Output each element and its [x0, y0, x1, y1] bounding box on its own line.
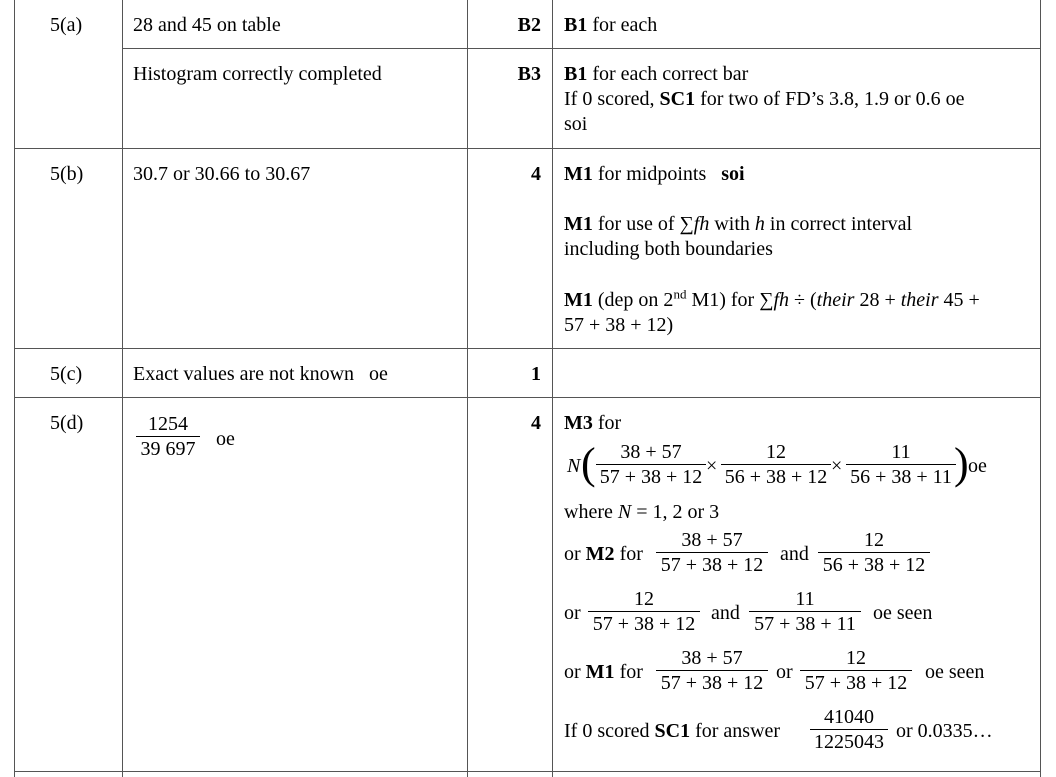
fraction-numerator: 12	[846, 647, 866, 669]
guidance-line: soi	[564, 113, 588, 135]
guidance-text: where	[564, 501, 618, 523]
left-parenthesis: (	[581, 439, 596, 488]
guidance-text: fh	[693, 213, 710, 235]
fraction-bar	[800, 670, 912, 671]
fraction-numerator: 12	[634, 588, 654, 610]
marks-value: B2	[517, 14, 541, 36]
expression-fraction	[656, 529, 768, 576]
guidance-text: for each correct bar	[587, 63, 749, 85]
question-number: 5(d)	[50, 412, 84, 434]
guidance-line	[564, 87, 965, 112]
guidance-text: or 0.0335…	[896, 720, 993, 742]
marks-value: B3	[517, 63, 541, 85]
question-number: 5(a)	[50, 14, 83, 36]
guidance-line	[564, 411, 621, 436]
guidance-text: for	[614, 543, 643, 565]
fraction-denominator: 57 + 38 + 12	[660, 554, 764, 576]
mark-code: B1	[564, 63, 588, 85]
answer-fraction	[810, 706, 888, 753]
fraction-denominator: 39 697	[140, 438, 196, 460]
fraction-denominator: 56 + 38 + 12	[822, 554, 926, 576]
fraction-numerator: 12	[864, 529, 884, 551]
fraction-numerator: 38 + 57	[681, 647, 743, 669]
guidance-text: 45 +	[938, 289, 980, 311]
guidance-text: or	[564, 661, 586, 683]
guidance-text: N	[617, 501, 632, 523]
column-divider	[1040, 0, 1041, 777]
fraction-numerator: 41040	[824, 706, 874, 728]
answer-fraction	[136, 413, 200, 460]
fraction-denominator: 57 + 38 + 12	[804, 672, 908, 694]
guidance-text: oe	[968, 455, 987, 477]
guidance-text: = 1, 2 or 3	[631, 501, 720, 523]
guidance-text: oe seen	[925, 661, 985, 683]
guidance-line	[564, 660, 643, 685]
marks-value: 4	[531, 412, 541, 434]
mark-code: SC1	[659, 88, 696, 110]
answer-text: Histogram correctly completed	[133, 63, 382, 85]
expression-fraction	[749, 588, 861, 635]
mark-code: SC1	[654, 720, 691, 742]
row-divider	[14, 771, 1040, 772]
guidance-text: ÷ (	[789, 289, 817, 311]
guidance-line	[564, 719, 780, 744]
fraction-denominator: 57 + 38 + 12	[660, 672, 764, 694]
guidance-text: oe seen	[873, 602, 933, 624]
guidance-line	[564, 500, 719, 525]
fraction-bar	[656, 552, 768, 553]
guidance-text: fh	[773, 289, 790, 311]
column-divider	[467, 0, 468, 777]
guidance-text: or	[564, 602, 581, 624]
right-parenthesis: )	[954, 439, 969, 488]
guidance-line: 57 + 38 + 12)	[564, 314, 674, 336]
fraction-bar	[596, 464, 706, 465]
fraction-denominator: 56 + 38 + 12	[724, 466, 828, 488]
answer-text: 28 and 45 on table	[133, 14, 281, 36]
mark-code: M1	[564, 213, 593, 235]
fraction-numerator: 38 + 57	[620, 441, 682, 463]
fraction-bar	[810, 729, 888, 730]
guidance-text: soi	[721, 163, 745, 185]
row-divider	[14, 348, 1040, 349]
fraction-bar	[721, 464, 831, 465]
answer-text: 30.7 or 30.66 to 30.67	[133, 163, 311, 185]
row-divider	[14, 397, 1040, 398]
mark-code: M3	[564, 412, 593, 434]
guidance-line	[564, 62, 748, 87]
fraction-bar	[846, 464, 956, 465]
fraction-numerator: 11	[891, 441, 911, 463]
guidance-text: for two of FD’s 3.8, 1.9 or 0.6 oe	[695, 88, 965, 110]
guidance-text: nd	[673, 286, 687, 302]
answer-text: Exact values are not known oe	[133, 363, 388, 385]
guidance-text: with	[709, 213, 755, 235]
fraction-numerator: 38 + 57	[681, 529, 743, 551]
guidance-text: their	[816, 289, 855, 311]
guidance-text: for	[592, 412, 622, 434]
guidance-text: and	[780, 543, 809, 565]
fraction-numerator: 11	[795, 588, 815, 610]
guidance-text: 28 +	[854, 289, 901, 311]
column-divider	[552, 0, 553, 777]
guidance-text: for answer	[690, 720, 781, 742]
answer-oe: oe	[216, 428, 235, 450]
guidance-line	[564, 212, 912, 237]
guidance-line	[564, 13, 657, 38]
expression-fraction	[846, 441, 956, 488]
guidance-line	[564, 288, 980, 313]
guidance-text: or	[776, 661, 793, 683]
guidance-text: for midpoints	[592, 163, 722, 185]
guidance-text: If 0 scored,	[564, 88, 660, 110]
fraction-denominator: 57 + 38 + 12	[592, 613, 696, 635]
mark-code: M1	[585, 661, 615, 683]
fraction-bar	[749, 611, 861, 612]
question-number: 5(b)	[50, 163, 84, 185]
guidance-text: for	[614, 661, 643, 683]
expression-fraction	[596, 441, 706, 488]
fraction-denominator: 1225043	[814, 731, 884, 753]
row-divider	[14, 148, 1040, 149]
fraction-denominator: 56 + 38 + 11	[850, 466, 952, 488]
guidance-text: (dep on 2	[592, 289, 674, 311]
guidance-text: for each	[587, 14, 658, 36]
variable-n: N	[567, 455, 581, 477]
expression-fraction	[656, 647, 768, 694]
guidance-text: or	[564, 543, 586, 565]
marks-value: 4	[531, 163, 541, 185]
guidance-text: their	[900, 289, 939, 311]
fraction-bar	[136, 436, 200, 437]
fraction-numerator: 1254	[148, 413, 188, 435]
fraction-bar	[818, 552, 930, 553]
mark-code: B1	[564, 14, 588, 36]
fraction-bar	[588, 611, 700, 612]
guidance-line	[564, 162, 745, 187]
marks-value: 1	[531, 363, 541, 385]
expression-fraction	[818, 529, 930, 576]
fraction-denominator: 57 + 38 + 11	[754, 613, 856, 635]
fraction-bar	[656, 670, 768, 671]
times-sign: ×	[831, 455, 843, 477]
question-number: 5(c)	[50, 363, 83, 385]
row-divider	[122, 48, 1040, 49]
expression-fraction	[588, 588, 700, 635]
mark-code: M1	[564, 289, 593, 311]
guidance-line: including both boundaries	[564, 238, 773, 260]
guidance-line	[564, 542, 643, 567]
fraction-numerator: 12	[766, 441, 786, 463]
fraction-denominator: 57 + 38 + 12	[599, 466, 703, 488]
guidance-text: and	[711, 602, 740, 624]
mark-code: M1	[564, 163, 593, 185]
expression-fraction	[800, 647, 912, 694]
times-sign: ×	[706, 455, 718, 477]
column-divider	[14, 0, 15, 777]
mark-code: M2	[585, 543, 615, 565]
guidance-text: in correct interval	[764, 213, 913, 235]
guidance-text: M1) for ∑	[686, 289, 774, 311]
column-divider	[122, 0, 123, 777]
expression-fraction	[721, 441, 831, 488]
guidance-text: If 0 scored	[564, 720, 655, 742]
guidance-text: for use of ∑	[592, 213, 694, 235]
guidance-text: h	[754, 213, 765, 235]
